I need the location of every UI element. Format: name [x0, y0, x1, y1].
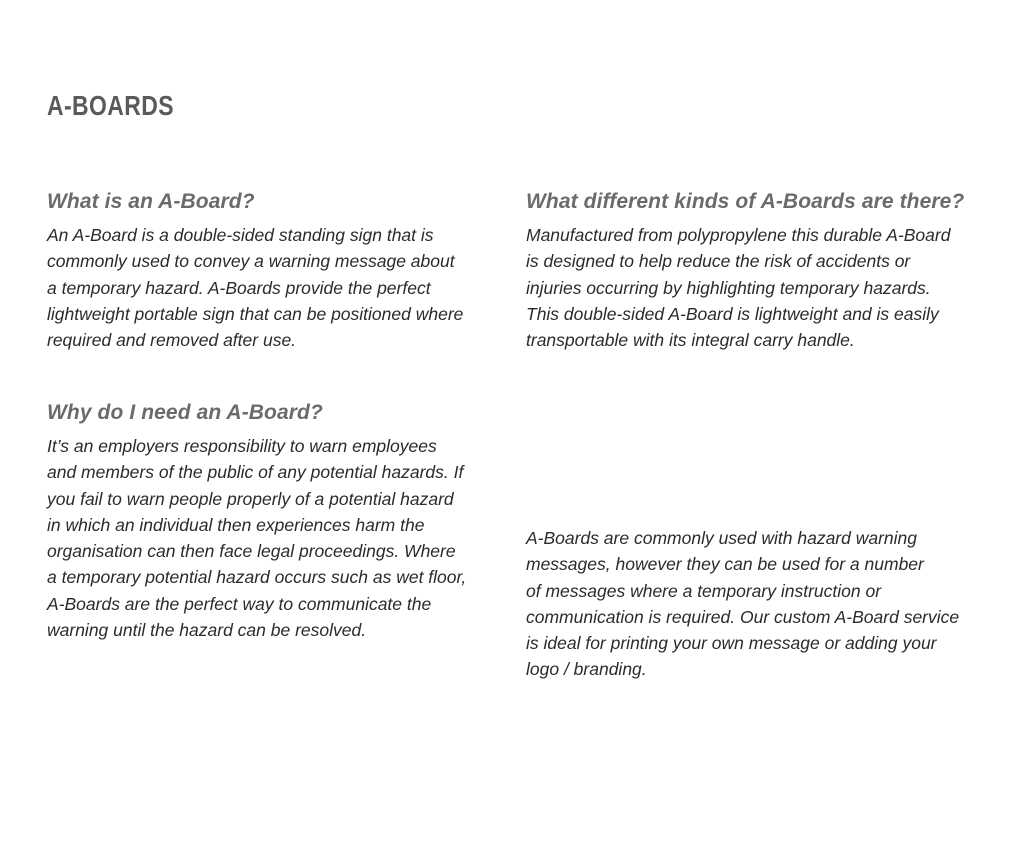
section-custom-uses — [526, 525, 959, 683]
text-line: messages, however they can be used for a number — [526, 554, 924, 575]
page-title: A-BOARDS — [47, 90, 175, 121]
section-what-is-an-a-board — [47, 190, 463, 353]
text-line: and members of the public of any potential hazards. If — [47, 462, 464, 483]
section-heading: What different kinds of A-Boards are there? — [526, 190, 965, 213]
text-line: organisation can then face legal proceedings. Where — [47, 541, 456, 562]
text-line: a temporary hazard. A-Boards provide the perfect — [47, 277, 431, 298]
section-paragraph — [526, 222, 964, 353]
text-line: A-Boards are commonly used with hazard warning — [526, 528, 918, 548]
text-line: It’s an employers responsibility to warn employees — [47, 436, 437, 456]
text-line: commonly used to convey a warning message about — [47, 251, 455, 272]
text-line: is ideal for printing your own message or adding your — [526, 633, 937, 654]
section-heading: Why do I need an A-Board? — [47, 401, 323, 424]
text-line: is designed to help reduce the risk of accidents or — [526, 251, 911, 272]
text-line: required and removed after use. — [47, 330, 297, 351]
text-line: a temporary potential hazard occurs such as wet floor, — [47, 567, 467, 588]
text-line: Manufactured from polypropylene this durable A-Board — [526, 225, 951, 245]
section-kinds-of-a-boards — [526, 190, 964, 353]
text-line: logo / branding. — [526, 659, 647, 680]
section-why-do-i-need — [47, 401, 466, 643]
text-line: This double-sided A-Board is lightweight and is easily — [526, 303, 939, 324]
text-line: of messages where a temporary instruction or — [526, 580, 882, 601]
section-paragraph — [47, 433, 466, 643]
text-line: lightweight portable sign that can be positioned where — [47, 303, 464, 324]
text-line: An A-Board is a double-sided standing sign that is — [47, 225, 434, 245]
text-line: injuries occurring by highlighting temporary hazards. — [526, 277, 931, 298]
section-heading: What is an A-Board? — [47, 190, 255, 213]
section-paragraph — [47, 222, 463, 353]
text-line: transportable with its integral carry handle. — [526, 330, 855, 351]
text-line: warning until the hazard can be resolved. — [47, 620, 367, 641]
section-paragraph — [526, 525, 959, 683]
text-line: A-Boards are the perfect way to communicate the — [47, 593, 432, 614]
text-line: communication is required. Our custom A-Board service — [526, 606, 960, 627]
text-line: you fail to warn people properly of a potential hazard — [47, 488, 454, 509]
text-line: in which an individual then experiences harm the — [47, 514, 425, 535]
